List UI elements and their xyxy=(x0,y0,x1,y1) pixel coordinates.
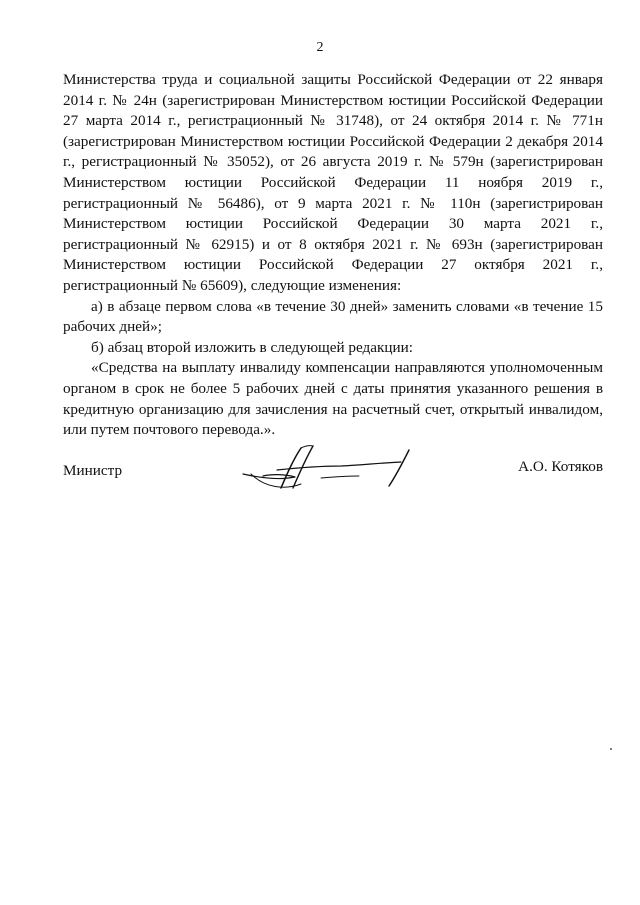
signatory-title: Министр xyxy=(63,462,123,479)
page-number: 2 xyxy=(316,40,324,55)
paragraph-item-b: б) абзац второй изложить в следующей редакции: xyxy=(91,338,413,356)
signature-block xyxy=(63,458,603,498)
paragraph-quote: «Средства на выплату инвалиду компенсации направляются уполномоченным органом в срок не более 5 рабочих дней с даты принятия указанного решения в кредитную организацию для зачисления на расчетный счет, открытый инвалидом, или путем почтового перевода.». xyxy=(63,359,603,439)
document-body xyxy=(63,70,603,441)
paragraph-item-a: а) в абзаце первом слова «в течение 30 дней» заменить словами «в течение 15 рабочих дней»; xyxy=(63,297,603,336)
paragraph-preamble: Министерства труда и социальной защиты Российской Федерации от 22 января 2014 г. № 24н (зарегистрирован Министерством юстиции Российской Федерации 27 марта 2014 г., регистрационный № 31748), от 24 октября 2014 г. № 771н (зарегистрирован Министерством юстиции Российской Федерации 2 декабря 2014 г., регистрационный № 35052), от 26 августа 2019 г. № 579н (зарегистрирован Министерством юстиции Российской Федерации 11 ноября 2019 г., регистрационный № 56486), от 9 марта 2021 г. № 110н (зарегистрирован Министерством юстиции Российской Федерации 30 марта 2021 г., регистрационный № 62915) и от 8 октября 2021 г. № 693н (зарегистрирован Министерством юстиции Российской Федерации 27 октября 2021 г., регистрационный № 65609), следующие изменения: xyxy=(63,71,603,294)
scan-speck xyxy=(610,748,612,750)
signatory-name: А.О. Котяков xyxy=(518,458,603,475)
handwritten-signature xyxy=(241,444,431,494)
